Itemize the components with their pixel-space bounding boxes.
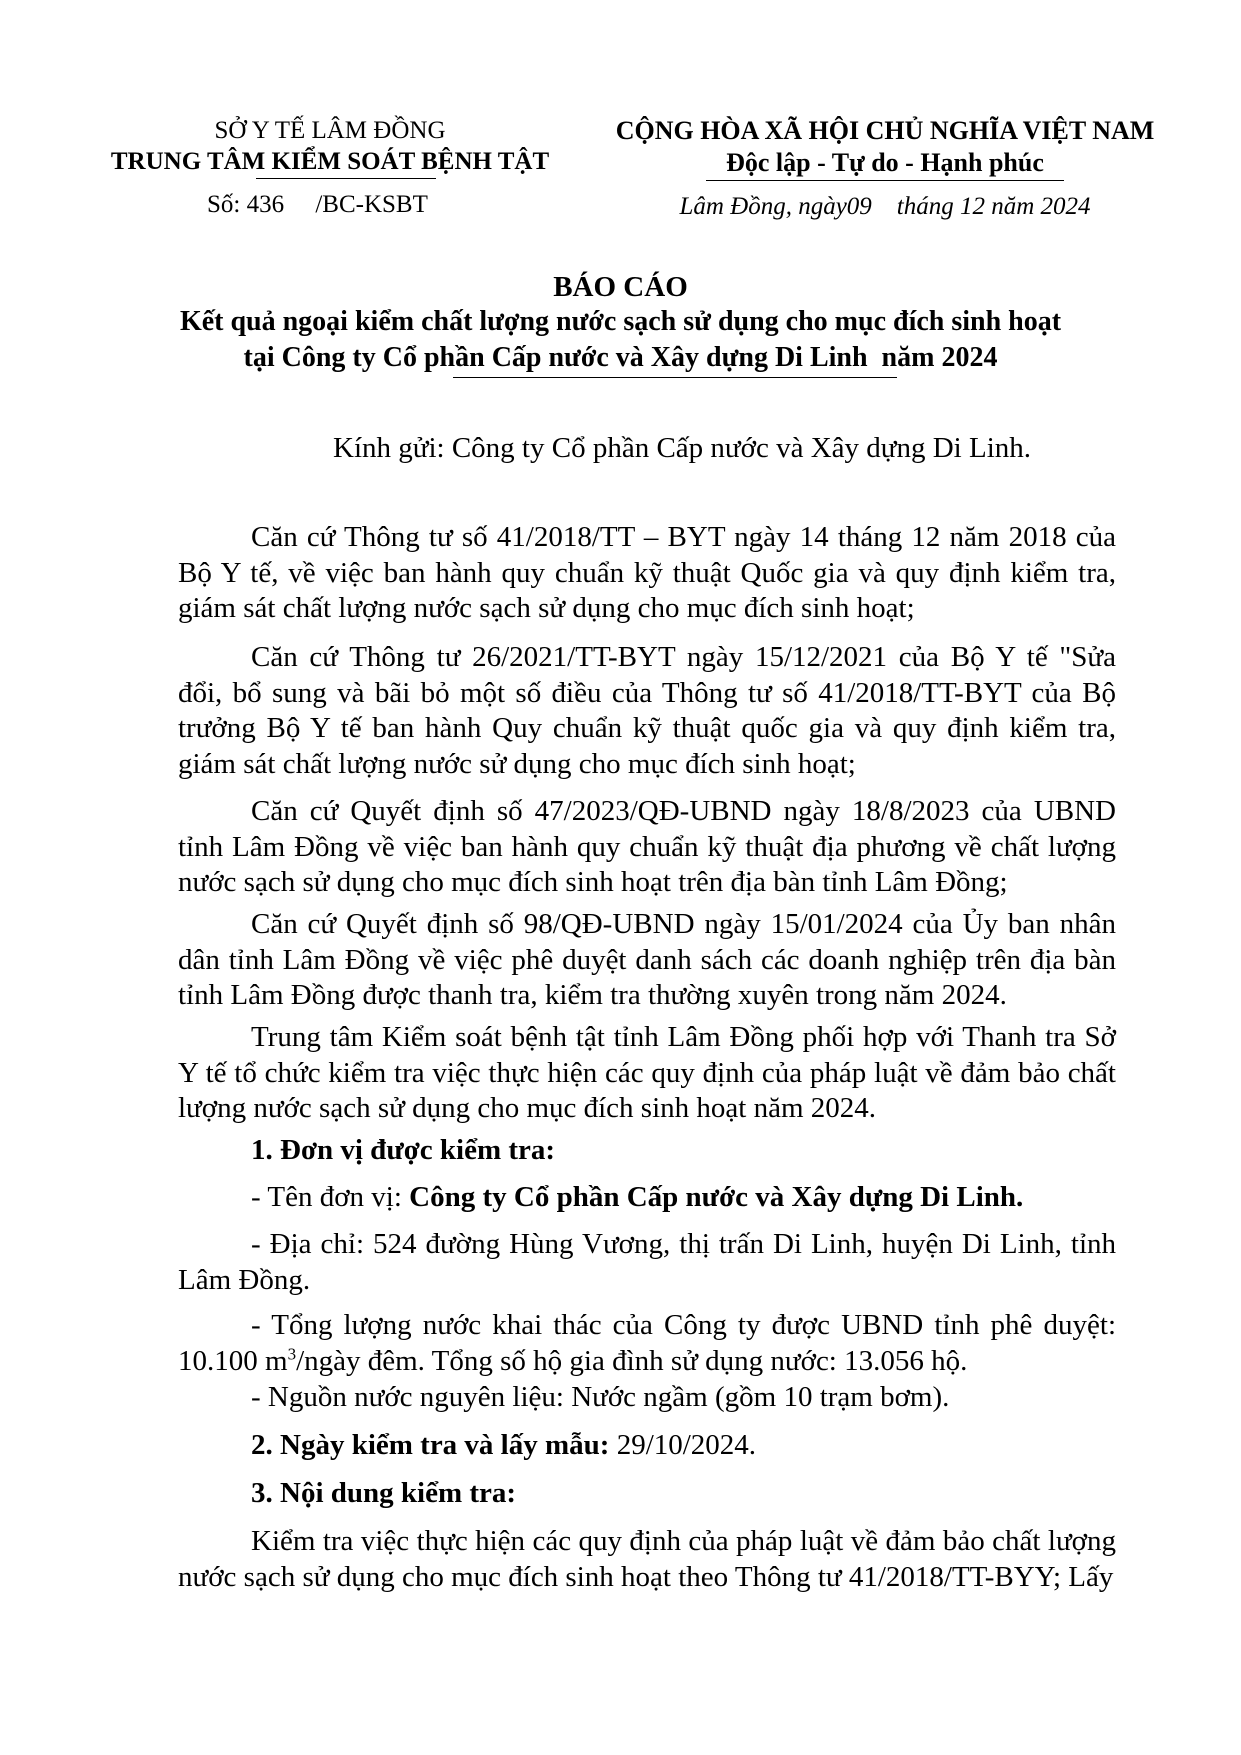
org-name: TRUNG TÂM KIỂM SOÁT BỆNH TẬT [110, 148, 550, 175]
paragraph-basis-2: Căn cứ Thông tư 26/2021/TT-BYT ngày 15/12/2021 của Bộ Y tế "Sửa đổi, bổ sung và bãi bỏ một số điều của Thông tư số 41/2018/TT-BYT của Bộ trưởng Bộ Y tế ban hành Quy chuẩn kỹ thuật quốc gia và quy định kiểm tra, giám sát chất lượng nước sử dụng cho mục đích sinh hoạt; [178, 641, 1116, 780]
section-1-heading: 1. Đơn vị được kiểm tra: [251, 1134, 556, 1166]
doc-type: BÁO CÁO [553, 271, 688, 303]
water-source: - Nguồn nước nguyên liệu: Nước ngầm (gồm 10 trạm bơm). [251, 1381, 950, 1413]
subject-underline [453, 377, 897, 378]
address-line [178, 1227, 1116, 1298]
capacity-line [178, 1308, 1116, 1379]
section-3-text: Kiểm tra việc thực hiện các quy định của pháp luật về đảm bảo chất lượng nước sạch sử dụng cho mục đích sinh hoạt theo Thông tư 41/2018/TT-BYY; Lấy [178, 1525, 1116, 1593]
unit-name-line [178, 1180, 1189, 1216]
paragraph-basis-1: Căn cứ Thông tư số 41/2018/TT – BYT ngày 14 tháng 12 năm 2018 của Bộ Y tế, về việc ban hành quy chuẩn kỹ thuật Quốc gia và quy định kiểm tra, giám sát chất lượng nước sạch sử dụng cho mục đích sinh hoạt; [178, 521, 1116, 624]
section-2-heading: 2. Ngày kiểm tra và lấy mẫu: [251, 1429, 617, 1461]
org-parent: SỞ Y TẾ LÂM ĐỒNG [214, 117, 446, 144]
paragraph-basis-3: Căn cứ Quyết định số 47/2023/QĐ-UBND ngày 18/8/2023 của UBND tỉnh Lâm Đồng về việc ban hành quy chuẩn kỹ thuật địa phương về chất lượng nước sạch sử dụng cho mục đích sinh hoạt trên địa bàn tỉnh Lâm Đồng; [178, 795, 1116, 898]
inspection-date: 29/10/2024. [616, 1429, 757, 1461]
cubic-superscript: 3 [287, 1343, 297, 1363]
households-text: /ngày đêm. Tổng số hộ gia đình sử dụng nước: 13.056 hộ. [296, 1344, 968, 1377]
motto-underline [706, 180, 1064, 181]
nation-title: CỘNG HÒA XÃ HỘI CHỦ NGHĨA VIỆT NAM [615, 116, 1155, 145]
paragraph-basis-4: Căn cứ Quyết định số 98/QĐ-UBND ngày 15/01/2024 của Ủy ban nhân dân tỉnh Lâm Đồng về việc phê duyệt danh sách các doanh nghiệp trên địa bàn tỉnh Lâm Đồng được thanh tra, kiểm tra thường xuyên trong năm 2024. [178, 908, 1116, 1011]
unit-name-label: - Tên đơn vị: [251, 1181, 410, 1213]
recipient: Kính gửi: Công ty Cổ phần Cấp nước và Xây dựng Di Linh. [333, 432, 1032, 464]
paragraph-intro: Trung tâm Kiểm soát bệnh tật tỉnh Lâm Đồng phối hợp với Thanh tra Sở Y tế tổ chức kiểm tra việc thực hiện các quy định của pháp luật về đảm bảo chất lượng nước sạch sử dụng cho mục đích sinh hoạt năm 2024. [178, 1021, 1116, 1124]
unit-name: Công ty Cổ phần Cấp nước và Xây dựng Di Linh. [409, 1181, 1024, 1213]
doc-number: Số: 436 /BC-KSBT [207, 191, 428, 218]
doc-subject-line-1: Kết quả ngoại kiểm chất lượng nước sạch sử dụng cho mục đích sinh hoạt [179, 306, 1062, 337]
section-2-line [178, 1428, 1189, 1464]
org-name-underline [256, 178, 436, 179]
doc-subject-line-2: tại Công ty Cổ phần Cấp nước và Xây dựng Di Linh năm 2024 [243, 342, 998, 373]
place-date: Lâm Đồng, ngày09 tháng 12 năm 2024 [679, 193, 1091, 220]
motto: Độc lập - Tự do - Hạnh phúc [726, 148, 1044, 177]
address-label: - Địa chỉ: [251, 1228, 374, 1260]
section-3-heading: 3. Nội dung kiểm tra: [251, 1477, 517, 1509]
address-value: 524 đường Hùng Vương, thị trấn Di Linh, huyện Di Linh, tỉnh Lâm Đồng. [178, 1228, 1117, 1296]
capacity-text: - Tổng lượng nước khai thác của Công ty được UBND tỉnh phê duyệt: 10.100 m [178, 1309, 1116, 1377]
